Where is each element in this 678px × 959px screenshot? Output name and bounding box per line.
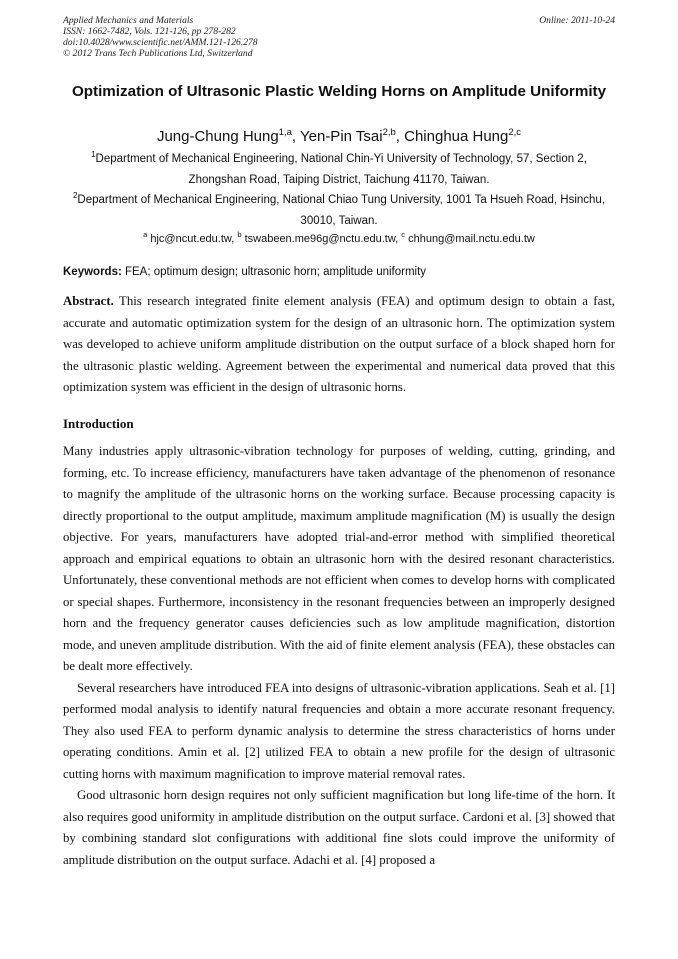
paragraph: Several researchers have introduced FEA into designs of ultrasonic-vibration applications. Seah et al. [1] performed modal analysis to identify natural frequencies and obtain a more accurate resonant frequency. They also used FEA to perform dynamic analysis to determine the stress characteristics of horns under operating conditions. Amin et al. [2] utilized FEA to obtain a new profile for the design of ultrasonic cutting horns with maximum magnification to improve material removal rates. xyxy=(63,680,615,781)
author-separator: , xyxy=(395,128,405,145)
paper-title: Optimization of Ultrasonic Plastic Welding Horns on Amplitude Uniformity xyxy=(71,83,607,100)
keywords-label: Keywords: xyxy=(63,266,122,278)
affiliation-1 xyxy=(62,149,616,191)
issn-line: ISSN: 1662-7482, Vols. 121-126, pp 278-282 xyxy=(63,26,236,37)
abstract-label: Abstract. xyxy=(63,294,114,308)
author-list xyxy=(60,127,618,147)
author-name: Chinghua Hung xyxy=(404,128,509,145)
email-sup: a xyxy=(143,230,148,239)
affiliation-text: Department of Mechanical Engineering, National Chin-Yi University of Technology, 57, Section 2, Zhongshan Road, Taiping District, Taichung 41170, Taiwan. xyxy=(95,153,587,186)
email-link[interactable]: hjc@ncut.edu.tw, xyxy=(147,233,238,245)
online-date: Online: 2011-10-24 xyxy=(539,15,615,26)
email-sup: b xyxy=(237,230,242,239)
affiliation-number: 1 xyxy=(91,150,96,159)
keywords-text: FEA; optimum design; ultrasonic horn; amplitude uniformity xyxy=(121,266,427,278)
email-line xyxy=(62,232,616,247)
author-affil-sup: 2,b xyxy=(382,127,396,138)
author-affil-sup: 1,a xyxy=(278,127,292,138)
introduction-body xyxy=(63,441,615,871)
paragraph: Good ultrasonic horn design requires not only sufficient magnification but long life-time of the horn. It also requires good uniformity in amplitude distribution on the output surface. Cardoni et al. [3] showed that by combining standard slot configurations with additional fine slots could improve the uniformity of amplitude distribution on the output surface. Adachi et al. [4] proposed a xyxy=(63,788,615,867)
author-separator: , xyxy=(291,128,300,145)
author-affil-sup: 2,c xyxy=(508,127,522,138)
section-heading-introduction: Introduction xyxy=(63,416,134,431)
email-link[interactable]: tswabeen.me96g@nctu.edu.tw, xyxy=(241,233,402,245)
abstract xyxy=(63,291,615,399)
author-name: Yen-Pin Tsai xyxy=(300,128,383,145)
email-sup: c xyxy=(401,230,406,239)
journal-name: Applied Mechanics and Materials xyxy=(63,15,194,26)
affiliation-2 xyxy=(62,190,616,232)
author-name: Jung-Chung Hung xyxy=(156,128,279,145)
paragraph: Many industries apply ultrasonic-vibration technology for purposes of welding, cutting, grinding, and forming, etc. To increase efficiency, manufacturers have taken advantage of the phenomenon of resonance to magnify the amplitude of the ultrasonic horns on the working surface. Because processing capacity is directly proportional to the output amplitude, maximum amplitude magnification (M) is usually the design objective. For years, manufacturers have adopted trial-and-error method with simplified theoretical approach and empirical equations to obtain an ultrasonic horn with the desired resonant characteristics. Unfortunately, these conventional methods are not efficient when comes to develop horns with complicated or special shapes. Furthermore, inconsistency in the resonant frequencies between an improperly designed horn and the frequency generator causes deficiencies such as low amplitude magnification, distortion mode, and uneven amplitude distribution. With the aid of finite element analysis (FEA), these obstacles can be dealt more effectively. xyxy=(63,444,615,673)
affiliation-text: Department of Mechanical Engineering, National Chiao Tung University, 1001 Ta Hsueh Road, Hsinchu, 30010, Taiwan. xyxy=(77,194,606,227)
affiliation-number: 2 xyxy=(72,191,78,200)
email-link[interactable]: chhung@mail.nctu.edu.tw xyxy=(405,233,535,245)
journal-header xyxy=(63,15,615,59)
keywords xyxy=(63,264,615,280)
doi-line: doi:10.4028/www.scientific.net/AMM.121-126.278 xyxy=(63,37,258,48)
abstract-text: This research integrated finite element analysis (FEA) and optimum design to obtain a fast, accurate and automatic optimization system for the design of an ultrasonic horn. The optimization system was developed to achieve uniform amplitude distribution on the output surface of a block shaped horn for the ultrasonic plastic welding. Agreement between the experimental and numerical data proved that this optimization system was efficient in the design of ultrasonic horns. xyxy=(63,294,615,394)
copyright-line: © 2012 Trans Tech Publications Ltd, Switzerland xyxy=(63,48,253,59)
